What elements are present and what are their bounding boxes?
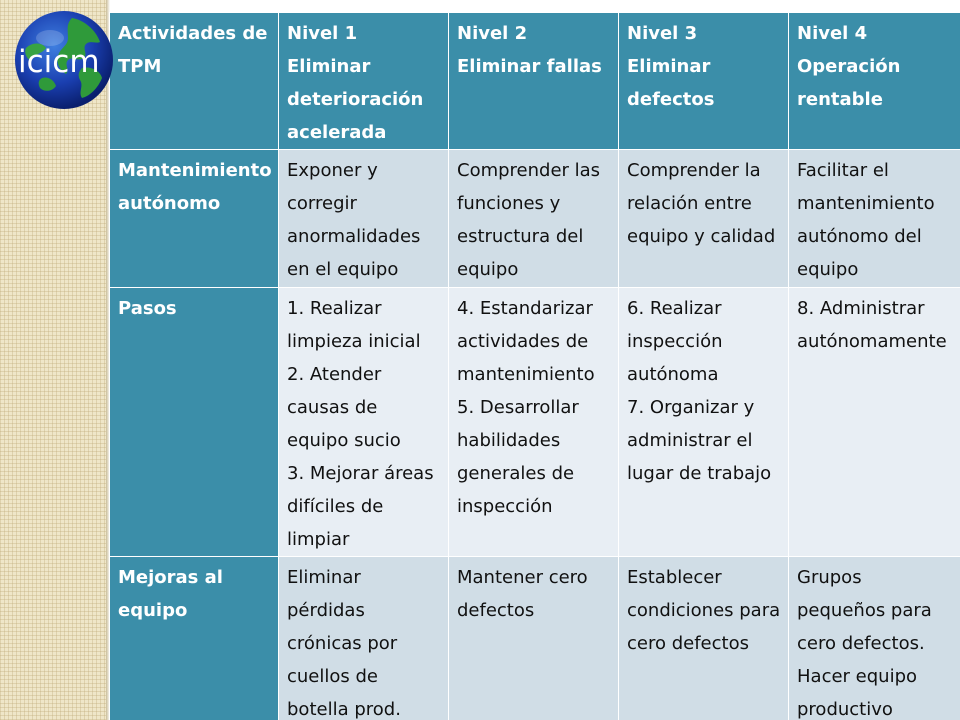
header-cell-activities: Actividades de TPM <box>110 13 279 150</box>
table-cell: Establecer condiciones para cero defectos <box>619 557 789 720</box>
header-cell-level-4: Nivel 4 Operación rentable <box>789 13 960 150</box>
table-cell: Comprender la relación entre equipo y calidad <box>619 150 789 288</box>
table-row <box>110 288 960 557</box>
logo <box>12 8 116 112</box>
header-cell-level-2: Nivel 2 Eliminar fallas <box>449 13 619 150</box>
header-cell-level-3: Nivel 3 Eliminar defectos <box>619 13 789 150</box>
header-cell-level-1: Nivel 1 Eliminar deterioración acelerada <box>279 13 449 150</box>
table-cell: Exponer y corregir anormalidades en el equipo <box>279 150 449 288</box>
table-row <box>110 557 960 720</box>
table-header-row <box>110 13 960 150</box>
table-cell: Facilitar el mantenimiento autónomo del equipo <box>789 150 960 288</box>
table-cell: Comprender las funciones y estructura del equipo <box>449 150 619 288</box>
table-row <box>110 150 960 288</box>
tpm-table <box>109 12 960 720</box>
table-cell: Mantener cero defectos <box>449 557 619 720</box>
logo-text: icicm <box>18 44 100 80</box>
row-header-steps: Pasos <box>110 288 279 557</box>
table-cell: 4. Estandarizar actividades de mantenimiento 5. Desarrollar habilidades generales de inspección <box>449 288 619 557</box>
table-cell: Grupos pequeños para cero defectos. Hacer equipo productivo <box>789 557 960 720</box>
table-cell: Eliminar pérdidas crónicas por cuellos de botella prod. <box>279 557 449 720</box>
row-header-equipment: Mejoras al equipo <box>110 557 279 720</box>
table-cell: 6. Realizar inspección autónoma 7. Organizar y administrar el lugar de trabajo <box>619 288 789 557</box>
row-header-autonomous: Mantenimiento autónomo <box>110 150 279 288</box>
table-cell: 1. Realizar limpieza inicial 2. Atender causas de equipo sucio 3. Mejorar áreas difíciles de limpiar <box>279 288 449 557</box>
table-cell: 8. Administrar autónomamente <box>789 288 960 557</box>
